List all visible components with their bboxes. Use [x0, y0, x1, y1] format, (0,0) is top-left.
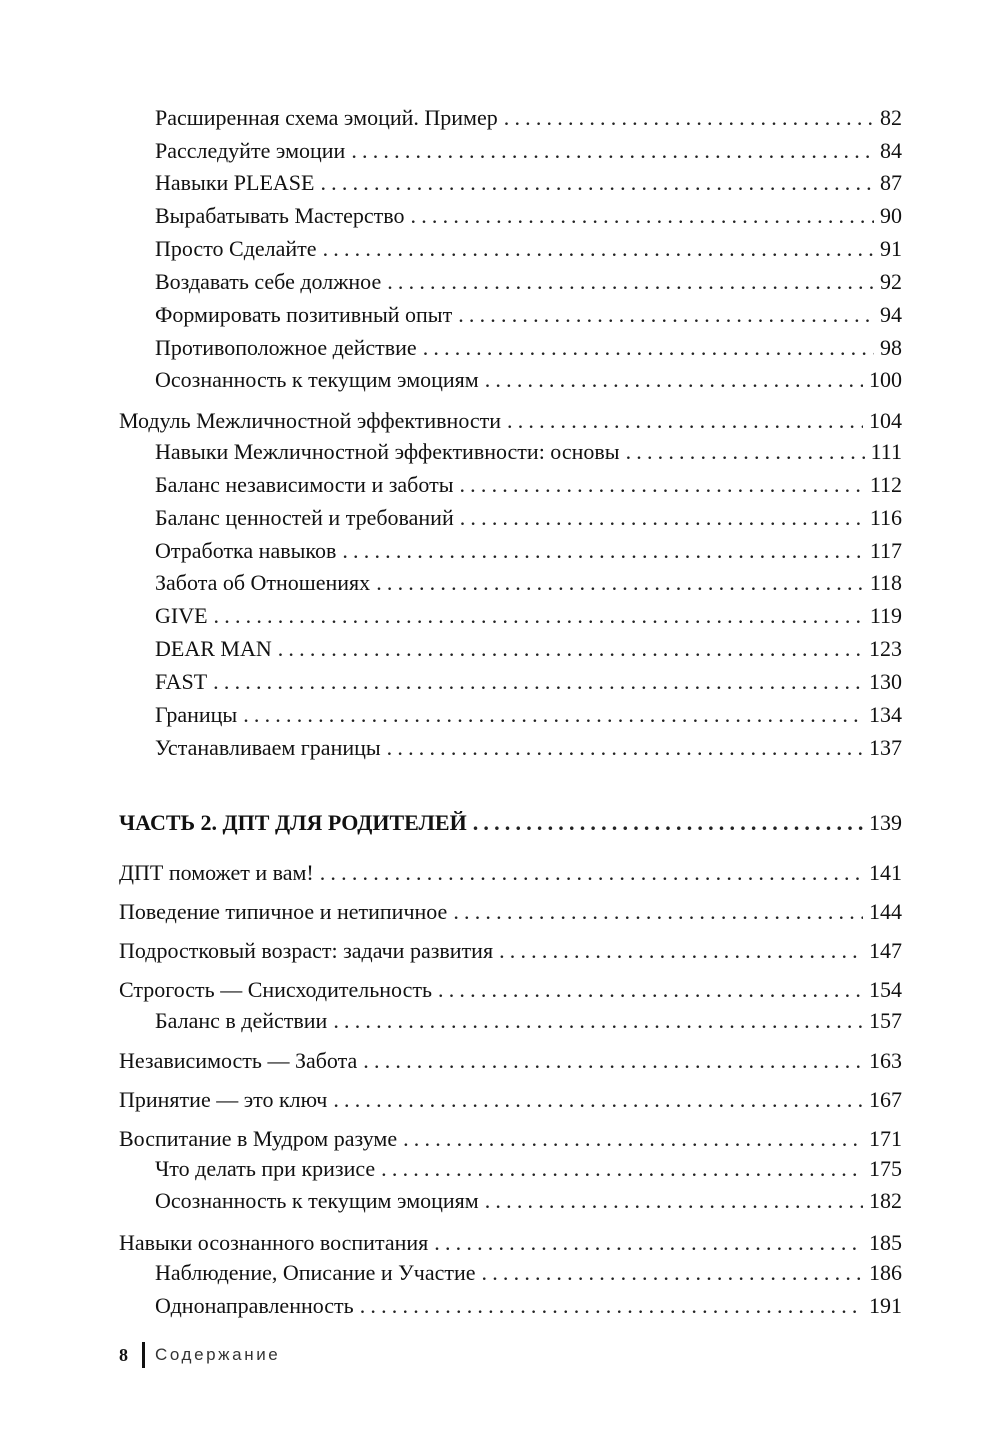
- toc-entry-title: Воспитание в Мудром разуме: [119, 1126, 398, 1151]
- toc-entry-page: 154: [869, 977, 902, 1002]
- toc-entry-page: 104: [869, 408, 902, 433]
- toc-entry-title: Забота об Отношениях: [155, 570, 371, 595]
- dot-leader: [333, 1006, 863, 1036]
- toc-entry: [155, 300, 902, 330]
- toc-entry-page: 191: [869, 1293, 902, 1318]
- toc-entry-page: 185: [869, 1230, 902, 1255]
- dot-leader: [243, 700, 863, 730]
- toc-entry-title: Расширенная схема эмоций. Пример: [155, 105, 498, 130]
- toc-entry: [155, 365, 902, 395]
- toc-entry: [155, 168, 902, 198]
- toc-entry-title: Независимость — Забота: [119, 1048, 358, 1073]
- toc-entry-title: Модуль Межличностной эффективности: [119, 408, 502, 433]
- toc-entry-page: 182: [869, 1188, 902, 1213]
- dot-leader: [278, 634, 863, 664]
- toc-entry-page: 84: [880, 138, 902, 163]
- dot-leader: [323, 234, 874, 264]
- toc-entry-title: Что делать при кризисе: [155, 1156, 376, 1181]
- toc-entry-title: Вырабатывать Мастерство: [155, 203, 405, 228]
- toc-entry: [119, 858, 902, 888]
- dot-leader: [459, 470, 863, 500]
- toc-entry-title: ЧАСТЬ 2. ДПТ ДЛЯ РОДИТЕЛЕЙ: [119, 810, 467, 835]
- toc-entry-title: ДПТ поможет и вам!: [119, 860, 314, 885]
- toc-entry-title: Навыки осознанного воспитания: [119, 1230, 429, 1255]
- toc-entry-page: 139: [869, 810, 902, 835]
- toc-entry-page: 90: [880, 203, 902, 228]
- toc-entry: [155, 136, 902, 166]
- dot-leader: [411, 201, 874, 231]
- toc-entry-page: 147: [869, 938, 902, 963]
- toc-entry-page: 186: [869, 1260, 902, 1285]
- toc-entry-title: Просто Сделайте: [155, 236, 317, 261]
- toc-entry: [155, 700, 902, 730]
- toc-entry: [119, 975, 902, 1005]
- toc-entry-title: GIVE: [155, 603, 208, 628]
- toc-entry: [155, 568, 902, 598]
- toc-entry: [155, 536, 902, 566]
- toc-entry-page: 157: [869, 1008, 902, 1033]
- toc-entry-page: 117: [869, 538, 902, 563]
- dot-leader: [214, 601, 864, 631]
- toc-entry-title: Устанавливаем границы: [155, 735, 381, 760]
- toc-entry: [119, 1085, 902, 1115]
- toc-entry-page: 116: [869, 505, 902, 530]
- toc-entry: [155, 437, 902, 467]
- toc-entry: [119, 1228, 902, 1258]
- dot-leader: [351, 136, 874, 166]
- toc-entry-title: Подростковый возраст: задачи развития: [119, 938, 494, 963]
- dot-leader: [381, 1154, 863, 1184]
- toc-entry: [119, 406, 902, 436]
- toc-entry-page: 111: [870, 439, 902, 464]
- dot-leader: [403, 1124, 863, 1154]
- dot-leader: [485, 1186, 863, 1216]
- toc-entry-page: 134: [869, 702, 902, 727]
- toc-entry-page: 100: [869, 367, 902, 392]
- toc-entry: [119, 1046, 902, 1076]
- toc-entry: [119, 936, 902, 966]
- toc-entry-page: 119: [869, 603, 902, 628]
- dot-leader: [626, 437, 865, 467]
- toc-entry-title: DEAR MAN: [155, 636, 272, 661]
- toc-entry-title: Навыки PLEASE: [155, 170, 315, 195]
- toc-entry: [155, 1006, 902, 1036]
- toc-entry: [155, 1154, 902, 1184]
- toc-entry-title: Однонаправленность: [155, 1293, 354, 1318]
- toc-entry: [155, 201, 902, 231]
- toc-entry-title: Принятие — это ключ: [119, 1087, 328, 1112]
- toc-entry: [119, 897, 902, 927]
- toc-entry-page: 94: [880, 302, 902, 327]
- footer-page-number: 8: [119, 1344, 128, 1365]
- dot-leader: [507, 406, 863, 436]
- toc-entry-title: Баланс в действии: [155, 1008, 328, 1033]
- toc-entry-title: Формировать позитивный опыт: [155, 302, 453, 327]
- toc-entry-page: 112: [869, 472, 902, 497]
- toc-entry-title: Расследуйте эмоции: [155, 138, 346, 163]
- dot-leader: [387, 267, 874, 297]
- toc-entry-title: Осознанность к текущим эмоциям: [155, 367, 479, 392]
- dot-leader: [363, 1046, 863, 1076]
- toc-entry-page: 91: [880, 236, 902, 261]
- toc-entry: [155, 234, 902, 264]
- toc-part-heading: [119, 808, 902, 838]
- toc-entry-title: Осознанность к текущим эмоциям: [155, 1188, 479, 1213]
- toc-entry: [155, 1258, 902, 1288]
- toc-entry-title: Отработка навыков: [155, 538, 337, 563]
- dot-leader: [504, 103, 874, 133]
- toc-entry-page: 144: [869, 899, 902, 924]
- toc-entry-title: Строгость — Снисходительность: [119, 977, 433, 1002]
- toc-entry: [155, 634, 902, 664]
- toc-entry-title: Границы: [155, 702, 238, 727]
- toc-entry: [155, 601, 902, 631]
- footer-section-title: Содержание: [155, 1345, 281, 1364]
- toc-entry-page: 141: [869, 860, 902, 885]
- toc-entry: [155, 733, 902, 763]
- dot-leader: [213, 667, 863, 697]
- toc-entry: [155, 1186, 902, 1216]
- page-footer: [119, 1340, 280, 1370]
- toc-entry-page: 98: [880, 335, 902, 360]
- dot-leader: [434, 1228, 863, 1258]
- dot-leader: [458, 300, 874, 330]
- dot-leader: [499, 936, 863, 966]
- toc-entry-page: 130: [869, 669, 902, 694]
- toc-entry: [155, 503, 902, 533]
- dot-leader: [320, 858, 863, 888]
- toc-entry-page: 137: [869, 735, 902, 760]
- toc-entry: [119, 1124, 902, 1154]
- toc-entry-page: 171: [869, 1126, 902, 1151]
- toc-entry-title: Баланс ценностей и требований: [155, 505, 454, 530]
- toc-entry-page: 175: [869, 1156, 902, 1181]
- toc-entry-title: Баланс независимости и заботы: [155, 472, 454, 497]
- toc-entry-page: 82: [880, 105, 902, 130]
- toc-entry-page: 167: [869, 1087, 902, 1112]
- dot-leader: [473, 808, 863, 838]
- toc-entry-page: 123: [869, 636, 902, 661]
- toc-entry-page: 163: [869, 1048, 902, 1073]
- dot-leader: [333, 1085, 863, 1115]
- dot-leader: [423, 333, 874, 363]
- dot-leader: [482, 1258, 863, 1288]
- dot-leader: [453, 897, 863, 927]
- toc-entry: [155, 470, 902, 500]
- footer-divider: [142, 1342, 145, 1368]
- toc-entry: [155, 667, 902, 697]
- toc-entry: [155, 333, 902, 363]
- dot-leader: [485, 365, 863, 395]
- dot-leader: [342, 536, 863, 566]
- dot-leader: [320, 168, 874, 198]
- toc-entry-title: Наблюдение, Описание и Участие: [155, 1260, 476, 1285]
- dot-leader: [360, 1291, 863, 1321]
- toc-entry-title: Поведение типичное и нетипичное: [119, 899, 448, 924]
- toc-entry-page: 92: [880, 269, 902, 294]
- toc-entry-page: 87: [880, 170, 902, 195]
- dot-leader: [387, 733, 863, 763]
- toc-entry-page: 118: [869, 570, 902, 595]
- toc-entry: [155, 267, 902, 297]
- toc-entry: [155, 103, 902, 133]
- toc-entry: [155, 1291, 902, 1321]
- dot-leader: [376, 568, 864, 598]
- toc-entry-title: Навыки Межличностной эффективности: основы: [155, 439, 620, 464]
- toc-entry-title: Противоположное действие: [155, 335, 417, 360]
- dot-leader: [438, 975, 863, 1005]
- toc-entry-title: Воздавать себе должное: [155, 269, 382, 294]
- dot-leader: [460, 503, 864, 533]
- toc-entry-title: FAST: [155, 669, 208, 694]
